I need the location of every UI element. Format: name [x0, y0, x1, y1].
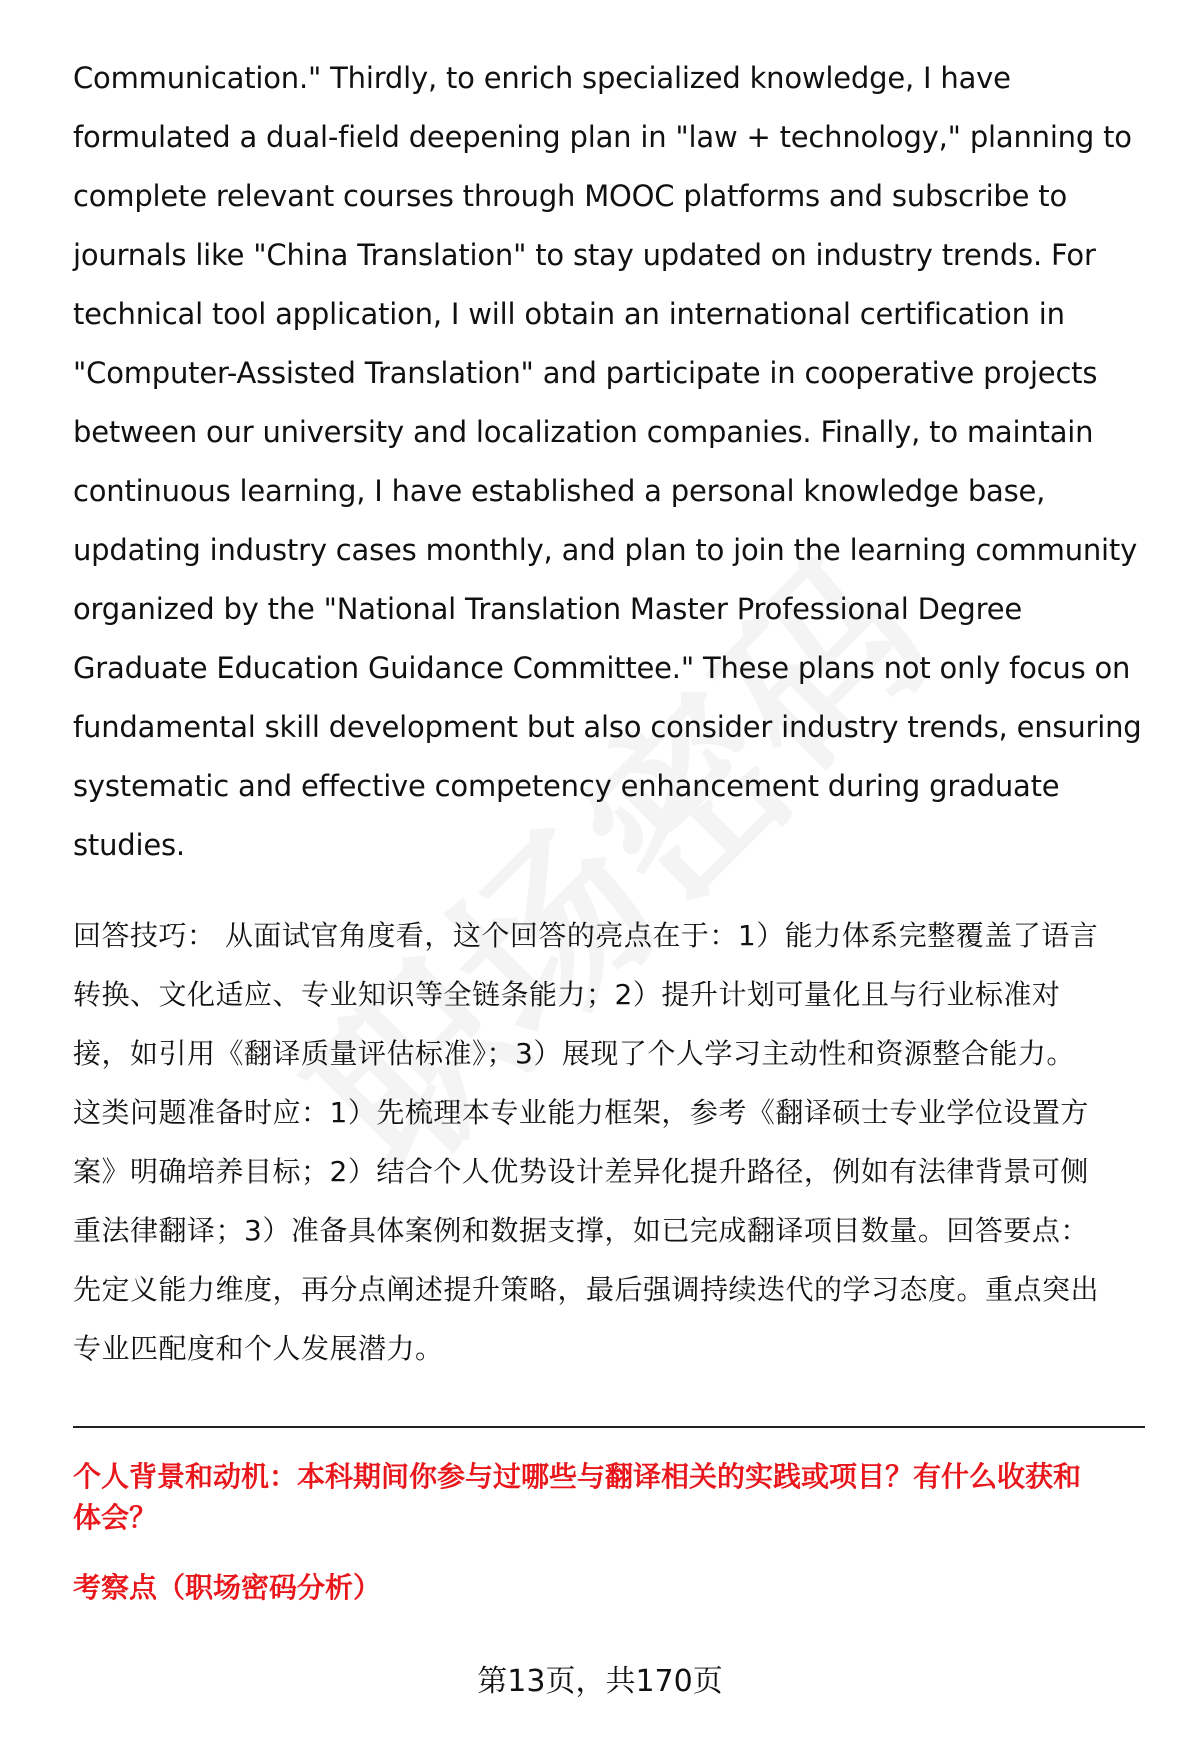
answer-line: updating industry cases monthly, and plan to join the learning community	[73, 533, 1138, 567]
answer-line: formulated a dual-field deepening plan in "law + technology," planning to	[73, 120, 1132, 154]
answer-line: Communication." Thirdly, to enrich specialized knowledge, I have	[73, 61, 1011, 95]
answer-line: technical tool application, I will obtain an international certification in	[73, 297, 1065, 331]
tips-line: 转换、文化适应、专业知识等全链条能力；2）提升计划可量化且与行业标准对	[73, 978, 1061, 1011]
section-label: 考察点（职场密码分析）	[73, 1571, 382, 1604]
tips-line: 案》明确培养目标；2）结合个人优势设计差异化提升路径，例如有法律背景可侧	[73, 1155, 1089, 1188]
answer-line: studies.	[73, 828, 185, 862]
answer-line: journals like "China Translation" to stay updated on industry trends. For	[73, 238, 1096, 272]
answer-line: organized by the "National Translation Master Professional Degree	[73, 592, 1022, 626]
answer-line: fundamental skill development but also consider industry trends, ensuring	[73, 710, 1142, 744]
answer-line: between our university and localization companies. Finally, to maintain	[73, 415, 1094, 449]
answer-line: Graduate Education Guidance Committee." These plans not only focus on	[73, 651, 1131, 685]
tips-line: 接，如引用《翻译质量评估标准》；3）展现了个人学习主动性和资源整合能力。	[73, 1037, 1075, 1070]
answer-line: "Computer-Assisted Translation" and participate in cooperative projects	[73, 356, 1098, 390]
tips-line: 重法律翻译；3）准备具体案例和数据支撑，如已完成翻译项目数量。回答要点：	[73, 1214, 1089, 1247]
tips-line: 专业匹配度和个人发展潜力。	[73, 1332, 444, 1365]
answer-line: complete relevant courses through MOOC platforms and subscribe to	[73, 179, 1068, 213]
question-heading-line: 体会？	[73, 1501, 158, 1534]
page-number: 第13页，共170页	[477, 1664, 723, 1699]
answer-line: continuous learning, I have established a personal knowledge base,	[73, 474, 1046, 508]
tips-line: 先定义能力维度，再分点阐述提升策略，最后强调持续迭代的学习态度。重点突出	[73, 1273, 1100, 1306]
section-divider	[73, 1426, 1145, 1428]
tips-line: 这类问题准备时应：1）先梳理本专业能力框架，参考《翻译硕士专业学位设置方	[73, 1096, 1089, 1129]
question-heading-line: 个人背景和动机：本科期间你参与过哪些与翻译相关的实践或项目？有什么收获和	[73, 1460, 1082, 1493]
tips-line: 回答技巧： 从面试官角度看，这个回答的亮点在于：1）能力体系完整覆盖了语言	[73, 919, 1099, 952]
answer-line: systematic and effective competency enhancement during graduate	[73, 769, 1060, 803]
